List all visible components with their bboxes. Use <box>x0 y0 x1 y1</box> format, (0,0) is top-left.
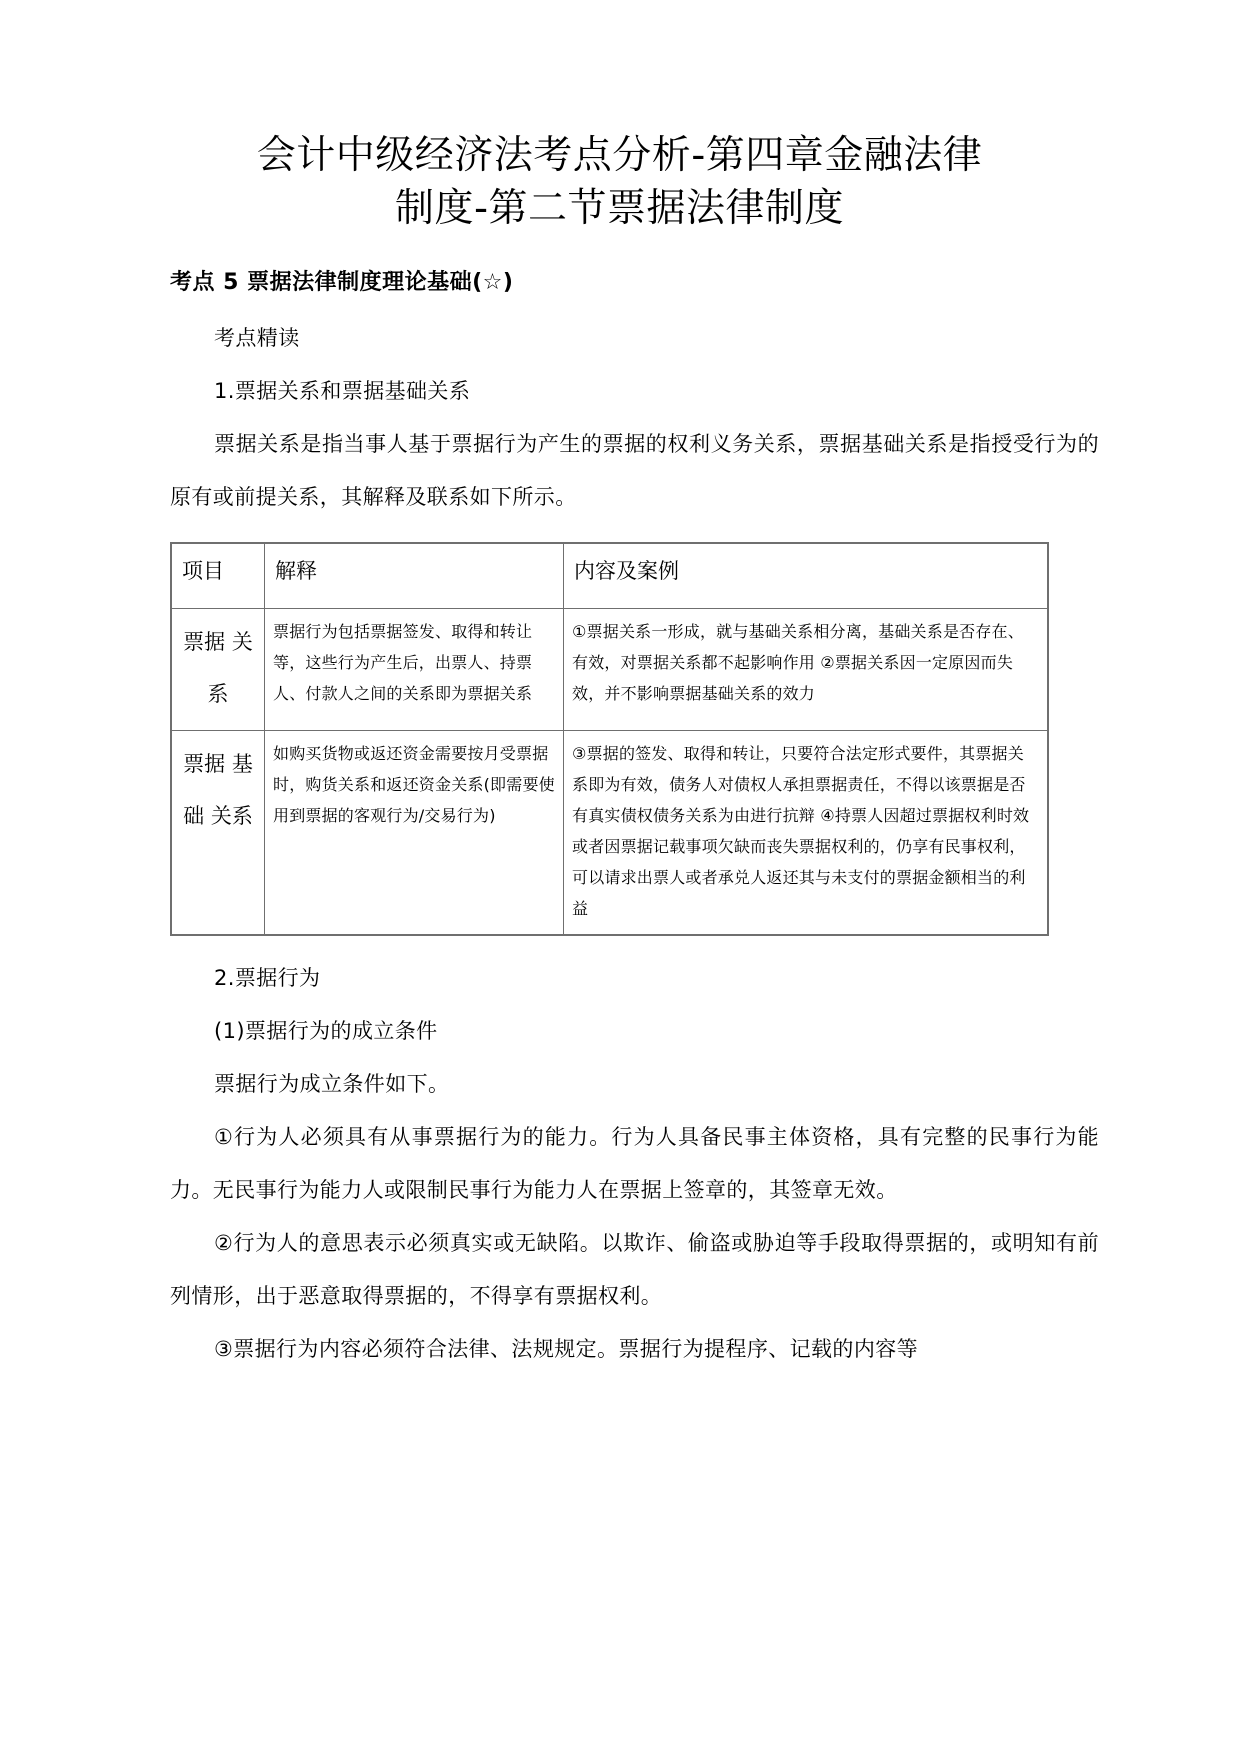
row-item-text: 票据 关系 <box>183 629 253 706</box>
table-header-item: 项目 <box>171 543 265 608</box>
paragraph-4: (1)票据行为的成立条件 <box>214 1018 438 1043</box>
row-item-label <box>171 730 265 935</box>
row-explanation-cell <box>265 730 564 935</box>
paragraph-3: 2.票据行为 <box>214 965 321 990</box>
page-title <box>0 0 1239 235</box>
page-title-line-1: 会计中级经济法考点分析-第四章金融法律 <box>256 133 983 178</box>
intro-block <box>0 312 1239 524</box>
row-content-text: ③票据的签发、取得和转让，只要符合法定形式要件，其票据关系即为有效，债务人对债权人承担票据责任，不得以该票据是否有真实债权债务关系为由进行抗辩 ④持票人因超过票据权利时效或者因票据记载事项欠缺而丧失票据权利的，仍享有民事权利，可以请求出票人或者承兑人返还其与未支付的票据金额相当的利益 <box>572 743 1030 918</box>
paragraph-5: 票据行为成立条件如下。 <box>214 1071 450 1096</box>
paragraph-7: ②行为人的意思表示必须真实或无缺陷。以欺诈、偷盗或胁迫等手段取得票据的，或明知有前列情形，出于恶意取得票据的，不得享有票据权利。 <box>170 1230 1099 1308</box>
row-item-text: 票据 基础 关系 <box>183 751 253 828</box>
row-explanation-cell <box>265 608 564 730</box>
row-content-cell <box>564 730 1049 935</box>
sub-label: 考点精读 <box>214 326 300 351</box>
comparison-table <box>170 542 1049 936</box>
row-explanation-text: 票据行为包括票据签发、取得和转让等，这些行为产生后，出票人、持票人、付款人之间的关系即为票据关系 <box>273 621 533 703</box>
row-content-cell <box>564 608 1049 730</box>
table-row <box>171 730 1048 935</box>
row-content-text: ①票据关系一形成，就与基础关系相分离，基础关系是否存在、有效，对票据关系都不起影响作用 ②票据关系因一定原因而失效，并不影响票据基础关系的效力 <box>572 621 1024 703</box>
section-heading: 考点 5 票据法律制度理论基础(☆) <box>170 270 514 296</box>
page-title-line-2: 制度-第二节票据法律制度 <box>394 185 845 231</box>
table-header-explanation: 解释 <box>265 543 564 608</box>
table-header-row <box>171 543 1048 608</box>
comparison-table-wrapper <box>0 542 1239 936</box>
body-block-after-table <box>0 952 1239 1376</box>
table-header-content: 内容及案例 <box>564 543 1049 608</box>
table-row <box>171 608 1048 730</box>
paragraph-6: ①行为人必须具有从事票据行为的能力。行为人具备民事主体资格，具有完整的民事行为能力。无民事行为能力人或限制民事行为能力人在票据上签章的，其签章无效。 <box>170 1124 1099 1202</box>
row-item-label <box>171 608 265 730</box>
paragraph-8: ③票据行为内容必须符合法律、法规规定。票据行为提程序、记载的内容等 <box>214 1336 919 1361</box>
row-explanation-text: 如购买货物或返还资金需要按月受票据时，购货关系和返还资金关系(即需要使用到票据的客观行为/交易行为) <box>273 743 555 825</box>
paragraph-2: 票据关系是指当事人基于票据行为产生的票据的权利义务关系，票据基础关系是指授受行为的原有或前提关系，其解释及联系如下所示。 <box>170 432 1099 510</box>
paragraph-1: 1.票据关系和票据基础关系 <box>214 379 471 404</box>
